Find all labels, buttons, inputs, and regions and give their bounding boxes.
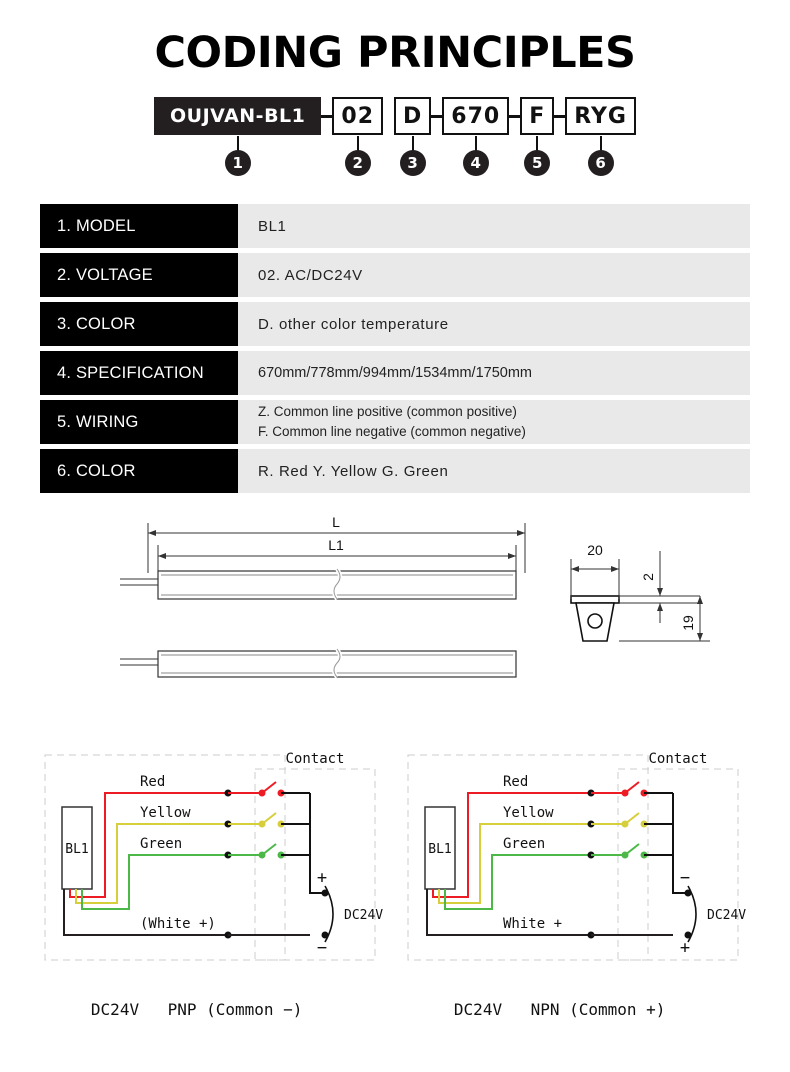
cable-bottom	[120, 659, 158, 665]
table-row-value: R. Red Y. Yellow G. Green	[238, 449, 750, 493]
code-marker-4: 4	[463, 150, 489, 176]
supply-label: DC24V	[344, 908, 384, 923]
wire-label-red: Red	[503, 774, 529, 790]
code-marker-1: 1	[225, 150, 251, 176]
table-row-value: Z. Common line positive (common positive) F. Common line negative (common negative)	[238, 400, 750, 444]
code-connector	[509, 115, 520, 118]
marker-stem	[600, 136, 602, 151]
dashed-frame-contact	[618, 769, 738, 960]
contact-title: Contact	[648, 751, 708, 767]
table-row-label: 5. WIRING	[40, 400, 238, 444]
wiring-diagram-npn	[408, 751, 746, 960]
supply-label: DC24V	[707, 908, 747, 923]
table-row-label: 6. COLOR	[40, 449, 238, 493]
contact-lever	[262, 813, 276, 824]
wire-label-red: Red	[140, 774, 166, 790]
cable-top	[120, 579, 158, 585]
wire-label-yellow: Yellow	[503, 805, 554, 821]
dim-label-2: 2	[640, 573, 656, 581]
module-label: BL1	[65, 842, 89, 857]
code-marker-row	[0, 136, 790, 178]
module-label: BL1	[428, 842, 452, 857]
contact-lever	[625, 844, 639, 855]
dim-label-19: 19	[680, 615, 696, 631]
dashed-frame-contact	[255, 769, 375, 960]
table-row-label: 1. MODEL	[40, 204, 238, 248]
code-box-3: D	[394, 97, 431, 135]
supply-polarity-bottom: −	[316, 938, 328, 958]
code-marker-6: 6	[588, 150, 614, 176]
dim-label-L1: L1	[328, 537, 344, 553]
specification-table	[40, 204, 750, 493]
wiring-diagram-pnp	[45, 751, 383, 960]
table-row-label: 4. SPECIFICATION	[40, 351, 238, 395]
table-row	[40, 253, 750, 297]
coding-principle-diagram	[0, 96, 790, 178]
table-row	[40, 351, 750, 395]
code-box-2: 02	[332, 97, 383, 135]
marker-stem	[536, 136, 538, 151]
table-row	[40, 204, 750, 248]
supply-polarity-top: +	[316, 868, 328, 888]
table-row	[40, 449, 750, 493]
table-row	[40, 400, 750, 444]
contact-lever	[262, 844, 276, 855]
code-marker-2: 2	[345, 150, 371, 176]
table-row-label: 3. COLOR	[40, 302, 238, 346]
bracket-dim-2	[619, 551, 700, 623]
code-box-6: RYG	[565, 97, 636, 135]
marker-stem	[237, 136, 239, 151]
code-marker-3: 3	[400, 150, 426, 176]
code-connector	[431, 115, 442, 118]
contact-lever	[625, 813, 639, 824]
bracket-dim-20	[571, 559, 619, 599]
table-row-value: D. other color temperature	[238, 302, 750, 346]
wiring-captions	[0, 1000, 790, 1030]
supply-polarity-bottom: +	[679, 938, 691, 958]
code-box-4: 670	[442, 97, 509, 135]
marker-stem	[357, 136, 359, 151]
wire-label-green: Green	[140, 836, 183, 852]
wiring-diagrams	[0, 745, 790, 1000]
wiring-caption: NPN (Common +)	[530, 1000, 666, 1019]
wire-green	[82, 855, 228, 909]
code-box-5: F	[520, 97, 554, 135]
contact-lever	[262, 782, 276, 793]
marker-stem	[412, 136, 414, 151]
wire-label-common: (White +)	[140, 916, 216, 932]
wiring-caption: DC24V	[453, 1000, 503, 1019]
bracket-cross-section	[571, 596, 619, 641]
dim-label-20: 20	[587, 542, 603, 558]
marker-stem	[475, 136, 477, 151]
code-connector	[554, 115, 565, 118]
code-connector	[321, 115, 332, 118]
wiring-caption: DC24V	[90, 1000, 140, 1019]
table-row-value: 670mm/778mm/994mm/1534mm/1750mm	[238, 351, 750, 395]
product-dimension-drawing	[0, 511, 790, 741]
wire-label-yellow: Yellow	[140, 805, 191, 821]
wire-green	[445, 855, 591, 909]
supply-polarity-top: −	[679, 868, 691, 888]
code-marker-5: 5	[524, 150, 550, 176]
contact-title: Contact	[285, 751, 345, 767]
table-row-value: 02. AC/DC24V	[238, 253, 750, 297]
table-row-label: 2. VOLTAGE	[40, 253, 238, 297]
table-row-value: BL1	[238, 204, 750, 248]
code-box-1: OUJVAN-BL1	[154, 97, 321, 135]
table-row	[40, 302, 750, 346]
wiring-caption: PNP (Common −)	[167, 1000, 303, 1019]
wire-label-green: Green	[503, 836, 546, 852]
wire-label-common: White +	[503, 916, 563, 932]
code-gap	[383, 115, 394, 118]
dim-label-L: L	[332, 514, 340, 530]
code-segment-row	[0, 96, 790, 136]
contact-lever	[625, 782, 639, 793]
page-title: CODING PRINCIPLES	[154, 28, 636, 78]
